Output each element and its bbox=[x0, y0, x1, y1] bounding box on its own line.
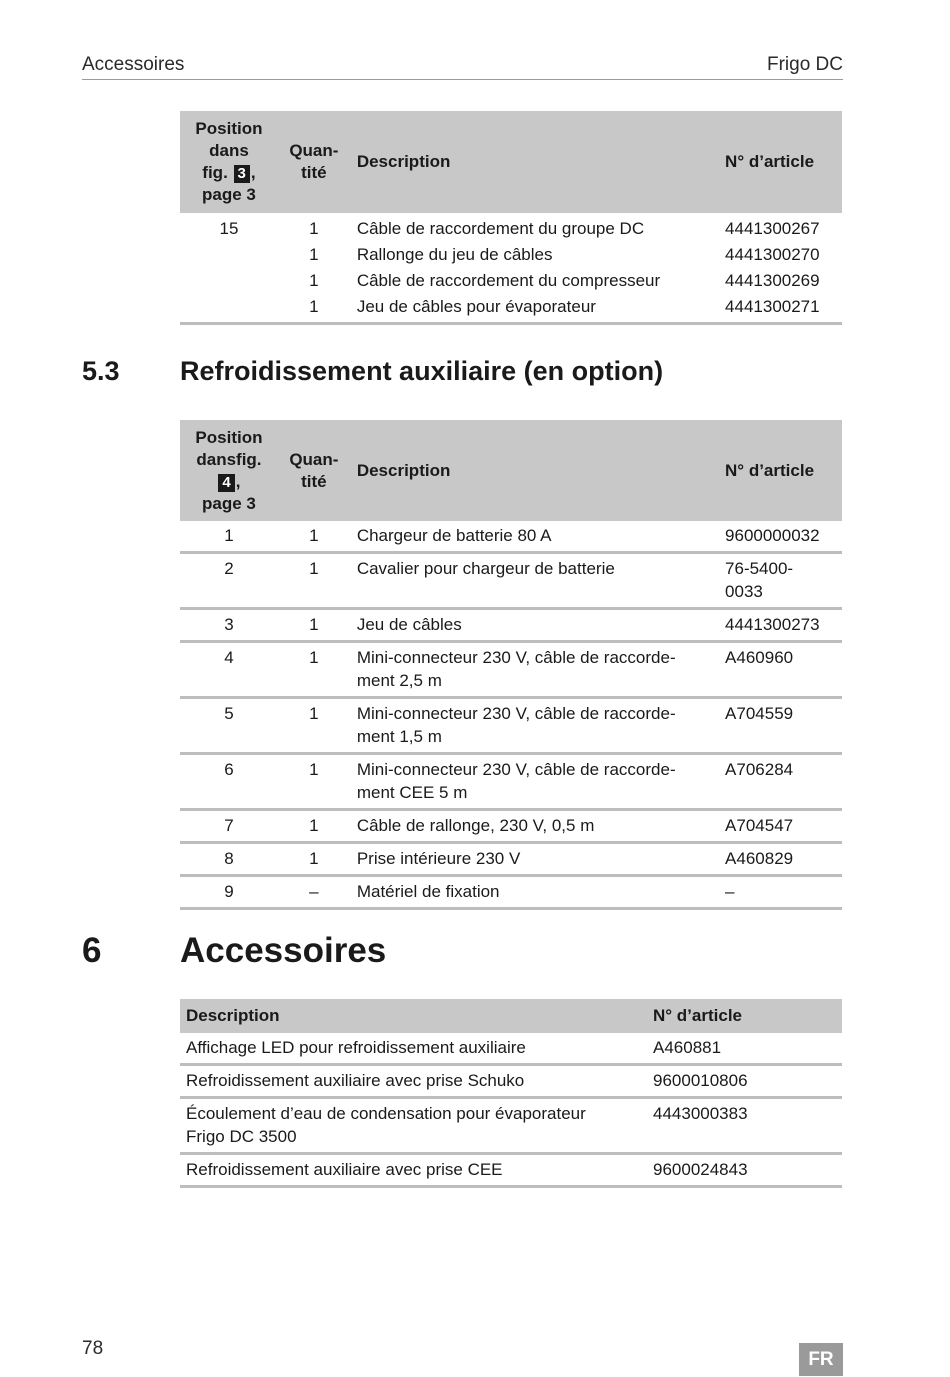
cell-position: 9 bbox=[180, 876, 278, 909]
cell-position: 6 bbox=[180, 754, 278, 810]
cell-description bbox=[180, 1033, 647, 1065]
cell-article-number: 4441300271 bbox=[725, 297, 820, 316]
table-row bbox=[180, 1154, 842, 1187]
table-row bbox=[180, 268, 842, 294]
text-line: Écoulement d’eau de condensation pour évaporateur bbox=[186, 1104, 586, 1123]
col-header-description: Description bbox=[180, 999, 647, 1033]
cell-article-number: A460881 bbox=[647, 1033, 842, 1065]
table-header-row bbox=[180, 420, 842, 521]
cell-article-number bbox=[724, 642, 842, 698]
table-header-row bbox=[180, 999, 842, 1033]
text-line: Refroidissement auxiliaire avec prise CEE bbox=[186, 1160, 503, 1179]
text-line: ment 2,5 m bbox=[356, 671, 442, 690]
running-header-section: Accessoires bbox=[82, 54, 185, 75]
col-header-description: Description bbox=[350, 111, 724, 213]
text-line: A706284 bbox=[725, 760, 794, 779]
text-line: Mini-connecteur 230 V, câble de raccorde- bbox=[356, 704, 676, 723]
cell-article-number: 9600010806 bbox=[647, 1065, 842, 1098]
cell-article-number bbox=[724, 521, 842, 553]
text-line: Mini-connecteur 230 V, câble de raccorde- bbox=[356, 648, 676, 667]
cell-position bbox=[180, 294, 278, 324]
cell-description bbox=[350, 843, 724, 876]
cell-position: 7 bbox=[180, 810, 278, 843]
cell-position: 3 bbox=[180, 609, 278, 642]
table-row bbox=[180, 609, 842, 642]
cell-article-number bbox=[724, 876, 842, 909]
text-line: Matériel de fixation bbox=[356, 882, 500, 901]
text-line: Cavalier pour chargeur de batterie bbox=[356, 559, 615, 578]
cell-description bbox=[350, 553, 724, 609]
cell-description bbox=[180, 1065, 647, 1098]
cell-description: Rallonge du jeu de câbles bbox=[356, 245, 553, 264]
col-header-article: N° d’article bbox=[724, 111, 842, 213]
text-line: Refroidissement auxiliaire avec prise Schuko bbox=[186, 1071, 525, 1090]
cell-quantity: 1 bbox=[278, 843, 350, 876]
header-text: Quan- bbox=[289, 449, 339, 469]
table-header-row bbox=[180, 111, 842, 213]
cell-article-number: 4443000383 bbox=[647, 1098, 842, 1154]
text-line: ment 1,5 m bbox=[356, 727, 442, 746]
cell-quantity: 1 bbox=[278, 553, 350, 609]
text-line: A460829 bbox=[725, 849, 794, 868]
text-line: 4441300273 bbox=[725, 615, 820, 634]
col-header-quantity bbox=[278, 111, 350, 213]
col-header-position bbox=[180, 111, 278, 213]
text-line: Prise intérieure 230 V bbox=[356, 849, 521, 868]
text-line: A460960 bbox=[725, 648, 794, 667]
text-line: – bbox=[725, 882, 735, 901]
cell-article-number bbox=[724, 609, 842, 642]
header-text: page 3 bbox=[202, 185, 256, 204]
text-line: Chargeur de batterie 80 A bbox=[356, 526, 552, 545]
cell-description: Jeu de câbles pour évaporateur bbox=[356, 297, 596, 316]
header-text: , bbox=[250, 163, 256, 182]
cell-article-number: 4441300270 bbox=[725, 245, 820, 264]
cell-position: 8 bbox=[180, 843, 278, 876]
section-number: 5.3 bbox=[82, 356, 120, 386]
cell-quantity: 1 bbox=[309, 245, 319, 264]
section-title: Refroidissement auxiliaire (en option) bbox=[180, 356, 664, 386]
page-number: 78 bbox=[82, 1338, 104, 1359]
col-header-description: Description bbox=[350, 420, 724, 521]
cell-quantity: 1 bbox=[309, 271, 319, 290]
col-header-position bbox=[180, 420, 278, 521]
text-line: A704547 bbox=[725, 816, 794, 835]
cell-description bbox=[350, 521, 724, 553]
cell-position: 15 bbox=[219, 219, 239, 238]
text-line: Câble de rallonge, 230 V, 0,5 m bbox=[356, 816, 595, 835]
figure-number-badge: 4 bbox=[218, 474, 234, 492]
table-row bbox=[180, 642, 842, 698]
table-row bbox=[180, 242, 842, 268]
table-row bbox=[180, 843, 842, 876]
cell-article-number bbox=[724, 843, 842, 876]
parts-table-auxiliary-cooling bbox=[180, 420, 842, 910]
text-line: Frigo DC 3500 bbox=[186, 1127, 297, 1146]
cell-description bbox=[350, 810, 724, 843]
text-line: A704559 bbox=[725, 704, 794, 723]
cell-description bbox=[350, 876, 724, 909]
cell-position: 4 bbox=[180, 642, 278, 698]
table-row bbox=[180, 213, 842, 242]
text-line: 0033 bbox=[725, 582, 763, 601]
text-line: Affichage LED pour refroidissement auxiliaire bbox=[186, 1038, 526, 1057]
cell-article-number bbox=[724, 553, 842, 609]
table-row bbox=[180, 810, 842, 843]
accessories-table bbox=[180, 999, 842, 1188]
cell-description bbox=[350, 698, 724, 754]
header-text: tité bbox=[301, 163, 327, 182]
text-line: 9600000032 bbox=[725, 526, 820, 545]
cell-article-number bbox=[724, 810, 842, 843]
cell-description bbox=[350, 754, 724, 810]
cell-description bbox=[180, 1154, 647, 1187]
cell-quantity: 1 bbox=[278, 642, 350, 698]
language-tab-badge: FR bbox=[799, 1343, 843, 1376]
header-text: , bbox=[235, 471, 241, 491]
table-row bbox=[180, 521, 842, 553]
cell-position bbox=[180, 268, 278, 294]
chapter-number: 6 bbox=[82, 931, 102, 970]
table-row bbox=[180, 754, 842, 810]
table-row bbox=[180, 553, 842, 609]
cell-description: Câble de raccordement du groupe DC bbox=[356, 219, 645, 238]
col-header-article: N° d’article bbox=[647, 999, 842, 1033]
text-line: Jeu de câbles bbox=[356, 615, 462, 634]
cell-article-number: 9600024843 bbox=[647, 1154, 842, 1187]
header-text: Quan- bbox=[289, 141, 339, 160]
text-line: ment CEE 5 m bbox=[356, 783, 468, 802]
header-text: dansfig. bbox=[196, 449, 262, 469]
cell-description bbox=[180, 1098, 647, 1154]
chapter-title: Accessoires bbox=[180, 931, 387, 970]
header-text: Position bbox=[195, 119, 263, 138]
figure-number-badge: 3 bbox=[234, 165, 250, 183]
header-text: tité bbox=[301, 471, 327, 491]
cell-quantity: 1 bbox=[309, 297, 319, 316]
parts-table-cables bbox=[180, 111, 842, 325]
running-header-product: Frigo DC bbox=[766, 54, 843, 75]
cell-quantity: 1 bbox=[309, 219, 319, 238]
cell-quantity: 1 bbox=[278, 754, 350, 810]
table-row bbox=[180, 1033, 842, 1065]
table-row bbox=[180, 1065, 842, 1098]
header-divider bbox=[82, 79, 843, 80]
cell-article-number: 4441300269 bbox=[725, 271, 820, 290]
col-header-quantity bbox=[278, 420, 350, 521]
cell-article-number bbox=[724, 754, 842, 810]
cell-description bbox=[350, 642, 724, 698]
cell-description bbox=[350, 609, 724, 642]
cell-article-number bbox=[724, 698, 842, 754]
cell-quantity: 1 bbox=[278, 698, 350, 754]
cell-quantity: 1 bbox=[278, 609, 350, 642]
header-text: fig. bbox=[202, 163, 228, 182]
cell-quantity: – bbox=[278, 876, 350, 909]
cell-position: 2 bbox=[180, 553, 278, 609]
cell-article-number: 4441300267 bbox=[725, 219, 820, 238]
cell-position: 1 bbox=[180, 521, 278, 553]
header-text: dans bbox=[209, 141, 249, 160]
cell-position bbox=[180, 242, 278, 268]
cell-quantity: 1 bbox=[278, 521, 350, 553]
header-text: Position bbox=[195, 427, 263, 447]
cell-position: 5 bbox=[180, 698, 278, 754]
cell-description: Câble de raccordement du compresseur bbox=[356, 271, 661, 290]
text-line: 76-5400- bbox=[725, 559, 794, 578]
col-header-article: N° d’article bbox=[724, 420, 842, 521]
table-row bbox=[180, 876, 842, 909]
text-line: Mini-connecteur 230 V, câble de raccorde- bbox=[356, 760, 676, 779]
table-row bbox=[180, 698, 842, 754]
table-row bbox=[180, 294, 842, 324]
table-row bbox=[180, 1098, 842, 1154]
header-text: page 3 bbox=[202, 493, 256, 513]
cell-quantity: 1 bbox=[278, 810, 350, 843]
